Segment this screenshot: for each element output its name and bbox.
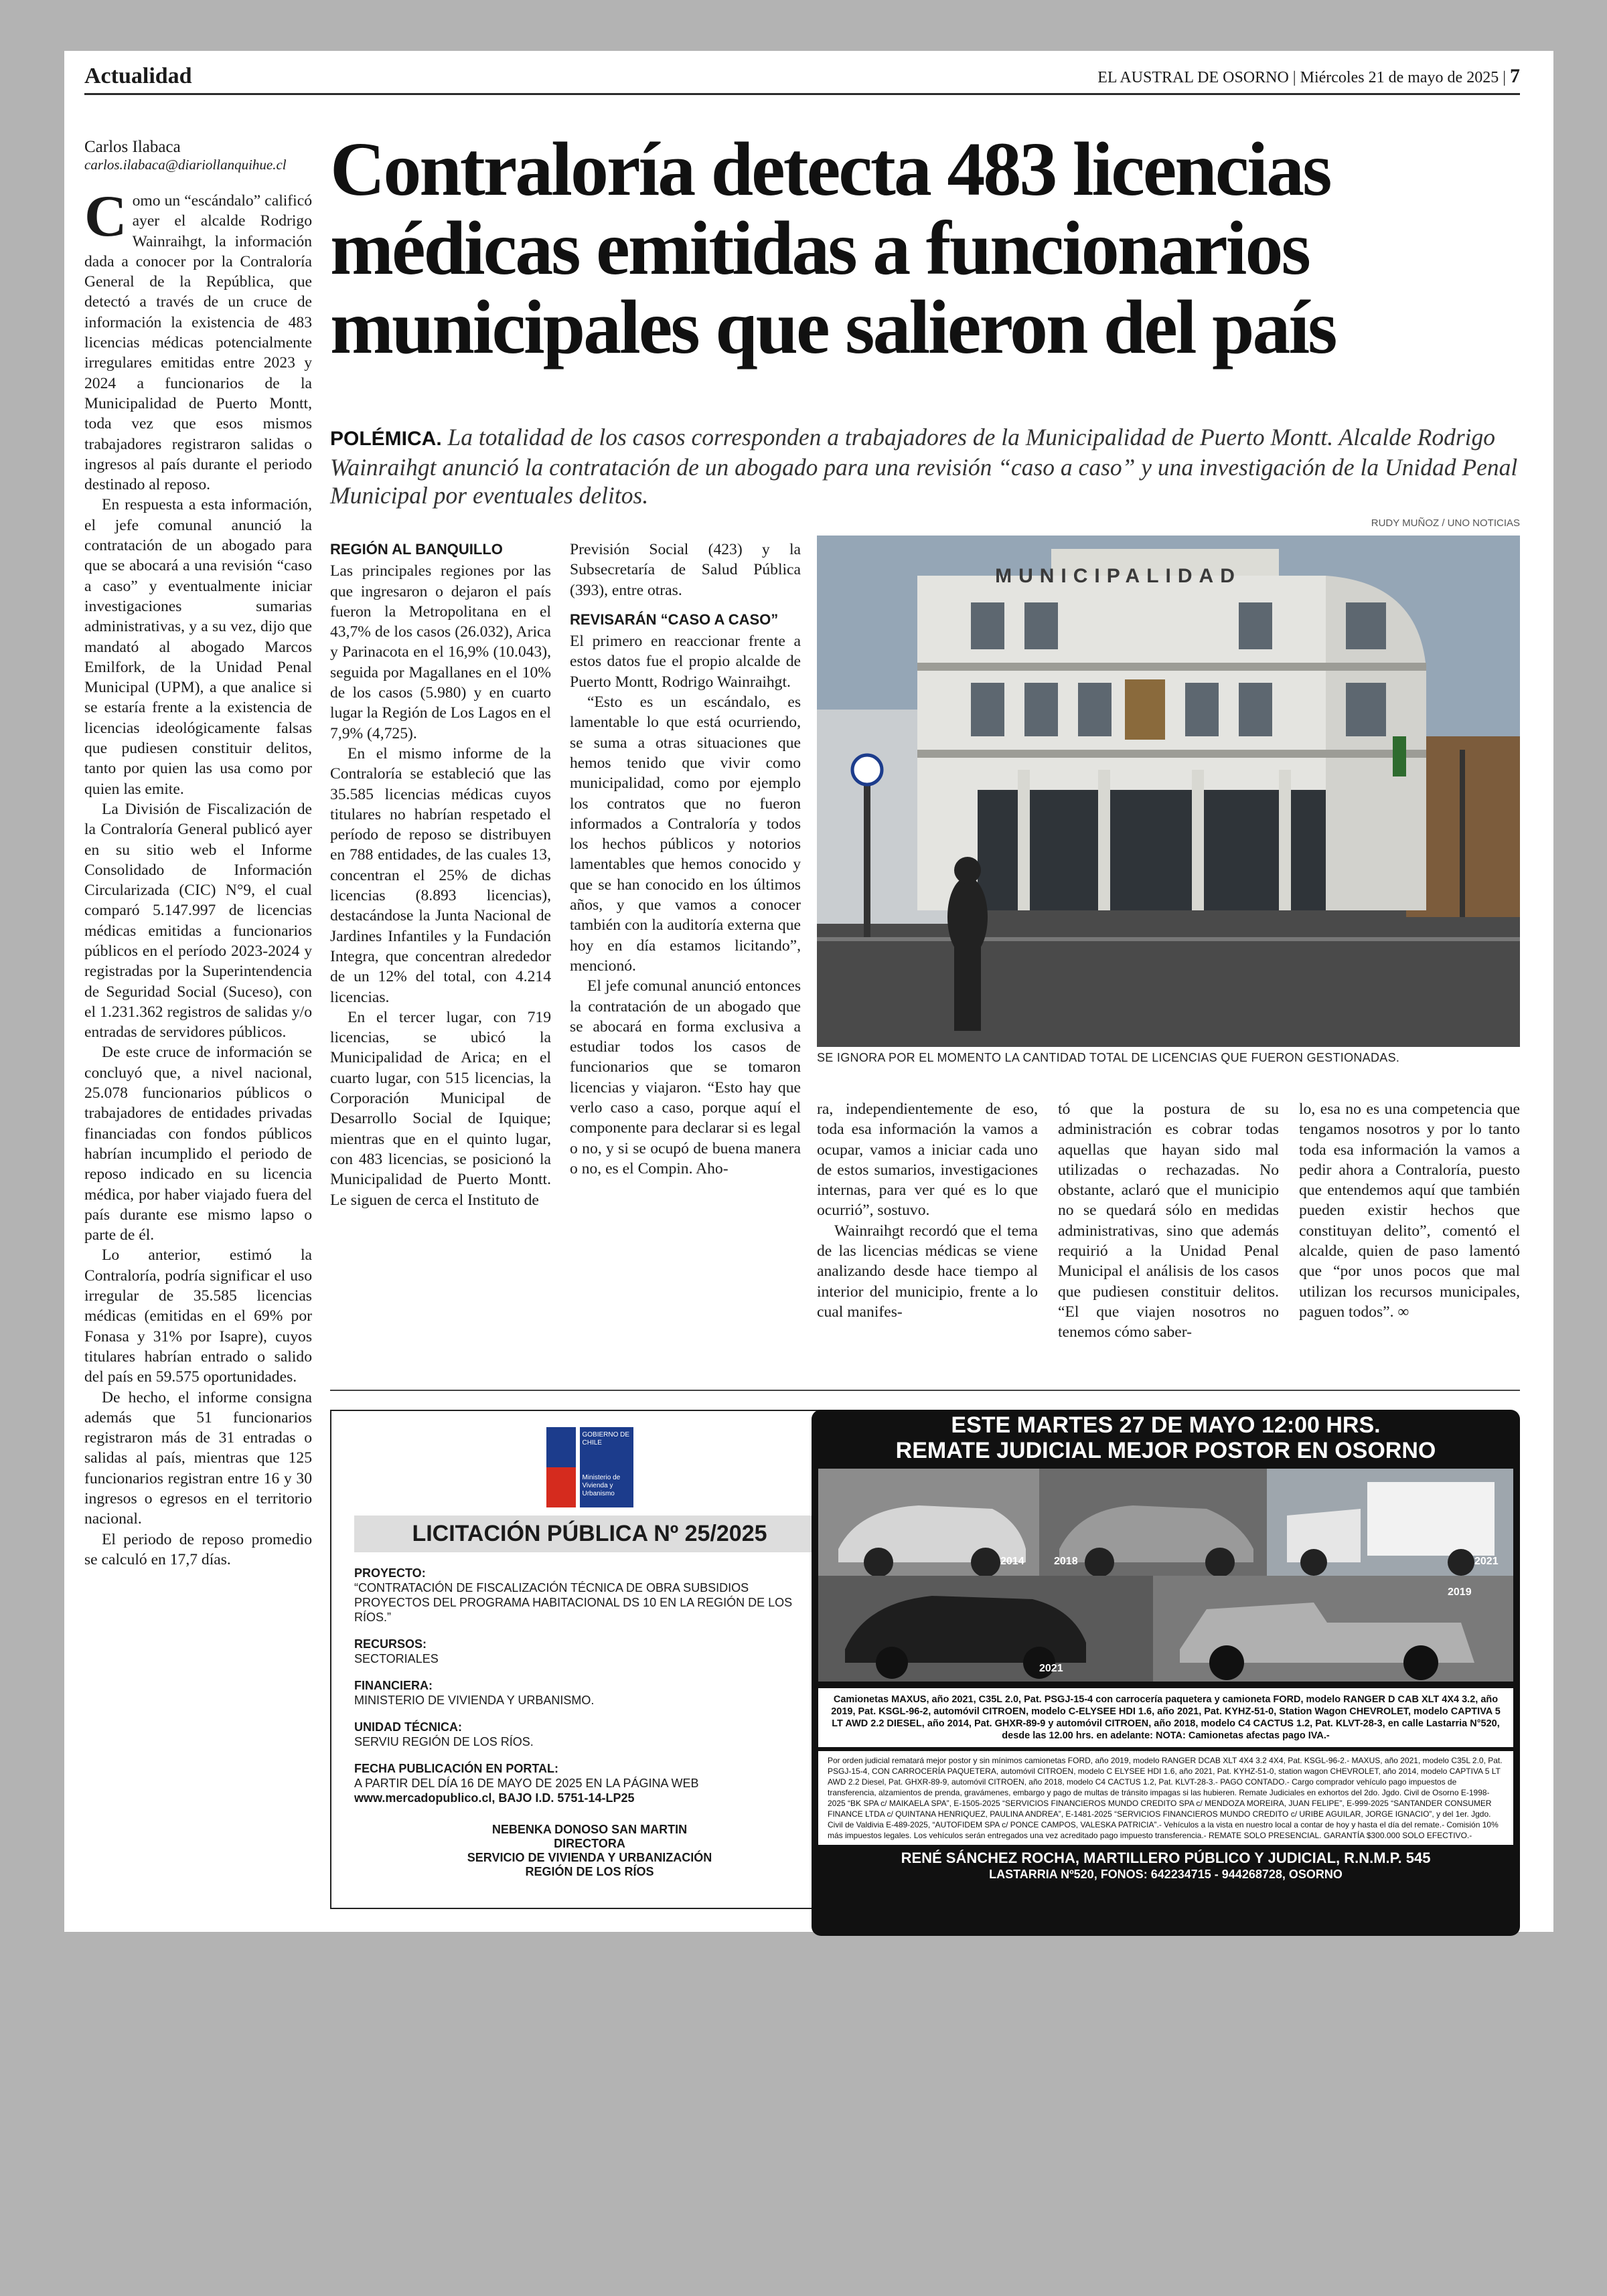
logo-ministry-text: Ministerio de Vivienda y Urbanismo [582,1474,621,1497]
subheading: REGIÓN AL BANQUILLO [330,541,503,558]
newspaper-page [64,51,1553,1932]
byline-author: Carlos Ilabaca [84,138,181,156]
article-column-5 [1058,1099,1279,1343]
auctioneer-contact: LASTARRIA Nº520, FONOS: 642234715 - 944268728, OSORNO [989,1868,1343,1881]
article-column-6 [1299,1099,1520,1322]
tecnica-text: SERVIU REGIÓN DE LOS RÍOS. [354,1735,534,1748]
paragraph: En el tercer lugar, con 719 licencias, se ubicó la Municipalidad de Arica; en el cuarto lugar, con 515 licencias, la Corporación Municipal de Desarrollo Social de Iquique; mientras que en el quinto lugar, con 483 licencias, se posicionó la Municipalidad de Puerto Montt. Le siguen de cerca el Instituto de [330,1008,551,1209]
year-tag: 2018 [1054,1556,1078,1567]
paragraph: De hecho, el informe consigna además que 51 funcionarios registraron más de 31 entradas o salidas al país, mientras que 125 funcionarios registran entre 16 y 30 ingresos o egresos en el territorio nacional. [84,1388,312,1528]
building-illustration [817,536,1520,1047]
year-tag: 2014 [1000,1556,1024,1567]
subheading: REVISARÁN “CASO A CASO” [570,610,779,628]
paragraph: El primero en reaccionar frente a estos datos fue el propio alcalde de Puerto Montt, Rodrigo Wainraihgt. [570,633,801,691]
lead-kicker: POLÉMICA. [330,428,442,450]
section-name: Actualidad [84,64,192,88]
paragraph: El periodo de reposo promedio se calculó en 17,7 días. [84,1530,312,1568]
paragraph: La División de Fiscalización de la Contraloría General publicó ayer en su sitio web el Informe Consolidado de Información Circularizada (CIC) N°9, el cual comparó 5.147.997 de licencias médicas emitidas a funcionarios públicos en el período 2023-2024 y registradas por la Superintendencia de Seguridad Social (Suceso), con el 1.231.362 registros de salidas y/o entradas de servidores públicos. [84,800,312,1042]
fecha-label: FECHA PUBLICACIÓN EN PORTAL: [354,1762,558,1775]
article-column-2 [330,540,551,1210]
proyecto-text: “CONTRATACIÓN DE FISCALIZACIÓN TÉCNICA DE OBRA SUBSIDIOS PROYECTOS DEL PROGRAMA HABITACIONAL DS 10 EN LA REGIÓN DE LOS RÍOS.” [354,1581,793,1624]
proyecto-label: PROYECTO: [354,1566,426,1580]
paragraph: tó que la postura de su administración es cobrar todas aquellas que hayan sido mal utilizadas o rechazadas. No obstante, aclaró que el municipio no se quedará sólo en medidas administrativas, sino que además requirió a la Unidad Penal Municipal el análisis de los casos que pudiesen constituir delitos. “El que viajen nosotros no tenemos cómo saber- [1058,1100,1279,1341]
paragraph: ra, independientemente de eso, toda esa información la vamos a ocupar, vamos a iniciar cada uno de estos sumarios, investigaciones internas, para ver qué es lo que ocurrió”, sostuvo. [817,1100,1038,1220]
end-mark-icon: ∞ [1397,1303,1409,1321]
recursos-label: RECURSOS: [354,1637,427,1651]
tecnica-label: UNIDAD TÉCNICA: [354,1720,462,1734]
headline: Contraloría detecta 483 licencias médicas emitidas a funcionarios municipales que salieron del país [330,127,1336,370]
signatory-service: SERVICIO DE VIVIENDA Y URBANIZACIÓN [467,1851,712,1864]
auctioneer: RENÉ SÁNCHEZ ROCHA, MARTILLERO PÚBLICO Y JUDICIAL, R.N.M.P. 545 [901,1850,1431,1866]
paragraph: “Esto es un escándalo, es lamentable lo que está ocurriendo, se suma a otras situaciones que hemos tenido que vivir como municipalidad, como por ejemplo los contratos que no fueron informados a Contraloría y todos los hechos públicos y notorios lamentables que hemos conocido y que se han conocido en los últimos años, y que vamos a conocer también con la auditoría externa que hoy en día estamos licitando”, mencionó. [570,693,801,975]
financiera-label: FINANCIERA: [354,1679,433,1692]
paragraph: En el mismo informe de la Contraloría se estableció que las 35.585 licencias médicas cuyos titulares no habrían respetado el período de reposo se distribuyen en 788 entidades, de las cuales 13, concentran el 25% de dichas licencias (8.893 licencias), destacándose la Junta Nacional de Jardines Infantiles y la Fundación Integra, que concentran alrededor de un 12% del total, con 4.214 licencias. [330,744,551,1006]
article-column-1 [84,138,312,1570]
page-header [84,66,1520,95]
recursos-text: SECTORIALES [354,1652,439,1665]
byline-email: carlos.ilabaca@diariollanquihue.cl [84,157,287,173]
paragraph: Previsión Social (423) y la Subsecretaría de Salud Pública (393), entre otras. [570,541,801,599]
licitacion-title: LICITACIÓN PÚBLICA Nº 25/2025 [354,1515,825,1552]
financiera-text: MINISTERIO DE VIVIENDA Y URBANISMO. [354,1694,595,1707]
signatory-name: NEBENKA DONOSO SAN MARTIN [491,1823,688,1836]
vehicles-illustration [818,1469,1513,1682]
signatory-title: DIRECTORA [554,1837,625,1850]
fecha-text-2: www.mercadopublico.cl, BAJO I.D. 5751-14-LP25 [354,1791,635,1805]
article-column-3 [570,540,801,1179]
paragraph: En respuesta a esta información, el jefe comunal anunció la contratación de un abogado para que se abocará a una revisión “caso a caso” y eventualmente iniciar investigaciones sumarias administrativas, y a su vez, dijo que mandató al abogado Marcos Emilfork, de la Unidad Penal Municipal (UPM), a que analice si se estaría frente a la existencia de licencias ideológicamente falsas que pudiesen constituir delitos, tanto por quien las usa como por quien las emite. [84,496,312,798]
folio [1097,65,1520,88]
paragraph: Las principales regiones por las que ingresaron o dejaron el país fueron la Metropolitana en el 43,7% de los casos (26.032), Arica y Parinacota en el 16,9% (10.043), seguida por Magallanes en el 10% de los casos (5.980) y en cuarto lugar la Región de Los Lagos en el 7,9% (4,725). [330,562,551,742]
remate-ad [812,1410,1520,1936]
paragraph: Como un “escándalo” calificó ayer el alcalde Rodrigo Wainraihgt, la información dada a conocer por la Contraloría General de la República, que detectó a través de un cruce de información la existencia de 483 licencias médicas potencialmente irregulares emitidas entre 2023 y 2024 a funcionarios de la Municipalidad de Puerto Montt, toda vez que esos mismos trabajadores registraron salidas o ingresos al país durante el periodo destinado al reposo. [84,184,312,494]
fecha-text-1: A PARTIR DEL DÍA 16 DE MAYO DE 2025 EN LA PÁGINA WEB [354,1777,699,1790]
municipalidad-photo [817,536,1520,1047]
remate-fine-print: Por orden judicial rematará mejor postor y sin mínimos camionetas FORD, año 2019, modelo RANGER DCAB XLT 4X4 3.2 4X4, Pat. KSGL-96-2.- MAXUS, año 2021, modelo C35L 2.0, Pat. PSGJ-15-4, CON CARROCERÍA PAQUETERA, automóvil CITROEN, modelo C ELYSEE HDI 1.6, año 2021, Pat. KYHZ-51-0, station wagon CHEVROLET, año 2014, modelo CAPTIVA 5 LT AWD 2.2 Diesel, Pat. GHXR-89-9, automóvil CITROEN, año 2018, modelo C4 CACTUS 1.2, Pat. KLVT-28-3.- PAGO CONTADO.- Cargo comprador vehículo pago impuestos de transferencia, alzamientos de prenda, gravámenes, embargo y pago de multas de tránsito impagas si las hubieren. Remate Judiciales en exhortos del 2do. Jgdo. Civil de Osorno E-1998-2025 “BK SPA c/ MAIKAELA SPA”, E-1505-2025 “SERVICIOS FINANCIEROS MUNDO CREDITO SPA c/ MENDOZA MOREIRA, JUAN FELIPE”, E-999-2025 “SANTANDER CONSUMER FINANCE LTDA c/ QUINTANA HENRIQUEZ, PAULINA ANDREA”, E-1481-2025 “SERVICIOS FINANCIEROS MUNDO CREDITO c/ URIBE AGUILAR, JORGE IGNACIO”, y del 1er. Jgdo. Civil de Valdivia E-489-2025, “AUTOFIDEM SPA c/ PONCE CAMPOS, VALESKA PATRICIA”.- Vehículos a la vista en nuestro local a contar de hoy y hasta el día del remate.- Comisión 10% más impuestos legales. Los vehículos serán entregados una vez acreditado pago impuesto transferencia.- REMATE SOLO PRESENCIAL. GARANTÍA $300.000 SOLO EFECTIVO.- [818,1751,1513,1845]
photo-caption: SE IGNORA POR EL MOMENTO LA CANTIDAD TOTAL DE LICENCIAS QUE FUERON GESTIONADAS. [817,1051,1400,1064]
signatory-region: REGIÓN DE LOS RÍOS [525,1865,654,1878]
year-tag: 2021 [1474,1556,1499,1567]
year-tag: 2019 [1448,1586,1472,1598]
remate-title: REMATE JUDICIAL MEJOR POSTOR EN OSORNO [895,1438,1436,1463]
licitacion-ad [330,1410,849,1909]
paragraph: De este cruce de información se concluyó que, a nivel nacional, 25.078 funcionarios públicos o trabajadores de entidades privadas financiadas con fondos públicos habrían incumplido el periodo de reposo indicado en su licencia médica, por haber viajado fuera del país durante ese mismo lapso o parte de él. [84,1044,312,1244]
paragraph: Lo anterior, estimó la Contraloría, podría significar el uso irregular de 35.585 licencias médicas (emitidas en el 69% por Fonasa y 31% por Isapre), cuyos titulares habrían entrado o salido del país en 59.575 oportunidades. [84,1246,312,1386]
divider [330,1390,1520,1391]
remate-date: ESTE MARTES 27 DE MAYO 12:00 HRS. [951,1412,1381,1438]
ministry-logo [546,1427,633,1507]
page-number: 7 [1510,65,1520,87]
paragraph: El jefe comunal anunció entonces la contratación de un abogado que se abocará en forma exclusiva a estudiar todos los casos de funcionarios que se tomaron licencias y viajaron. “Esto hay que verlo caso a caso, porque aquí el componente para declarar si es legal o no, y si se ocupó de buena manera o no, es el Compin. Aho- [570,977,801,1177]
drop-cap: C [84,184,127,249]
folio-text: EL AUSTRAL DE OSORNO | Miércoles 21 de mayo de 2025 | [1097,69,1506,86]
logo-top-text: GOBIERNO DE CHILE [582,1431,630,1447]
paragraph: lo, esa no es una competencia que tengamos nosotros y por lo tanto toda esa información la vamos a pedir ahora a Contraloría, puesto que entendemos aquí que también pueden existir hechos que constituyan delito”, comentó el alcalde, quien de paso lamentó que “por unos pocos que mal utilizan los recursos municipales, paguen todos”. ∞ [1299,1100,1520,1321]
remate-details: Camionetas MAXUS, año 2021, C35L 2.0, Pat. PSGJ-15-4 con carrocería paquetera y camioneta FORD, modelo RANGER D CAB XLT 4X4 3.2, año 2019, Pat. KSGL-96-2, automóvil CITROEN, modelo C-ELYSEE HDI 1.6, año 2021, Pat. KYHZ-51-0, Station Wagon CHEVROLET, modelo CAPTIVA 5 LT AWD 2.2 DIESEL, año 2014, Pat. GHXR-89-9 y automóvil CITROEN, año 2018, modelo C4 CACTUS 1.2, Pat. KLVT-28-3, en calle Lastarria N°520, desde las 12.00 hrs. en adelante: NOTA: Camionetas afectas pago IVA.- [818,1688,1513,1747]
lead-text: La totalidad de los casos corresponden a trabajadores de la Municipalidad de Puerto Montt. Alcalde Rodrigo Wainraihgt anunció la contratación de un abogado para una revisión “caso a caso” y una investigación de la Unidad Penal Municipal por eventuales delitos. [330,424,1518,509]
article-column-4 [817,1099,1038,1322]
building-sign: MUNICIPALIDAD [995,565,1241,587]
vehicle-photos [818,1469,1513,1682]
paragraph: Wainraihgt recordó que el tema de las licencias médicas se viene analizando desde hace tiempo al interior del municipio, frente a lo cual manifes- [817,1222,1038,1321]
year-tag: 2021 [1039,1663,1063,1674]
photo-credit: RUDY MUÑOZ / UNO NOTICIAS [1371,517,1520,529]
lead [330,423,1529,509]
